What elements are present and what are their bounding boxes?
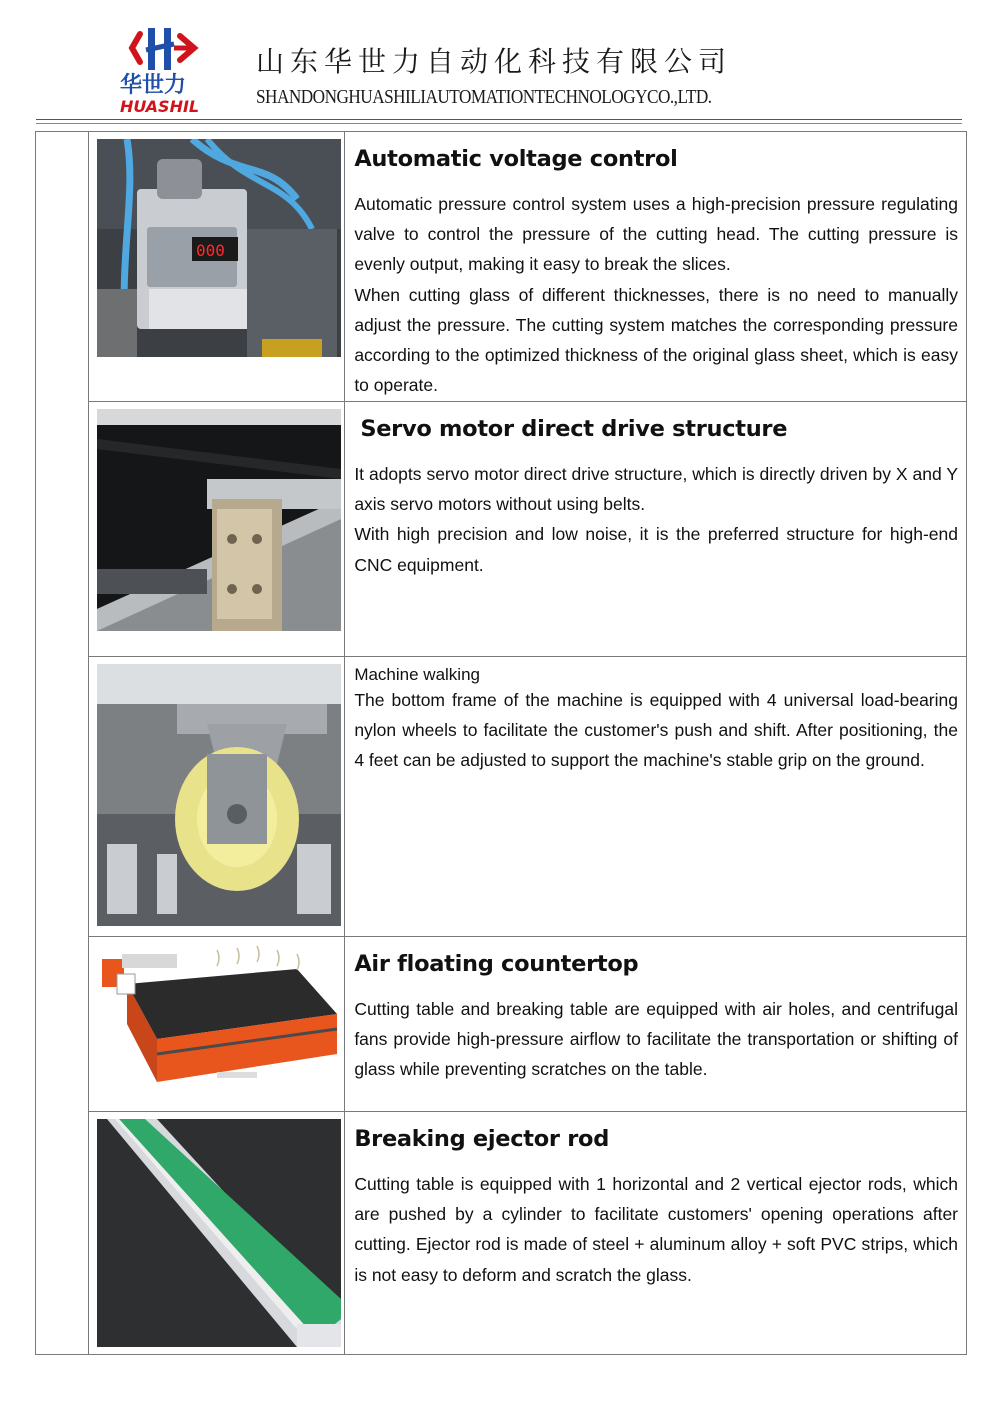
pressure-regulator-photo [97,139,341,357]
feature-title: Air floating countertop [354,951,639,977]
feature-description: Automatic pressure control system uses a high-precision pressure regulating valve to control the pressure of the cutting head. The cutting pressure is evenly output, making it easy to break the slices. [354,194,958,275]
feature-description: When cutting glass of different thicknesses, there is no need to manually adjust the pressure. The cutting system matches the corresponding pressure according to the optimized thickness of the original glass sheet, which is easy to operate. [354,284,958,396]
cutting-table-photo [97,944,341,1104]
svg-text:华世力: 华世力 [120,73,187,98]
image-cell [89,132,345,402]
company-name-english: SHANDONGHUASHILIAUTOMATIONTECHNOLOGYCO.,LTD. [256,86,712,108]
feature-description: Cutting table is equipped with 1 horizontal and 2 vertical ejector rods, which are pushed by a cylinder to facilitate customers' opening operations after cutting. Ejector rod is made of steel + aluminum alloy + soft PVC strips, which is not easy to deform and scratch the glass. [354,1174,958,1285]
ejector-rod-photo [97,1119,341,1347]
feature-description: With high precision and low noise, it is the preferred structure for high-end CNC equipment. [354,524,958,575]
page-header [0,0,1000,125]
table-row [36,657,967,937]
header-divider [36,119,962,120]
huashil-logo [118,26,216,116]
feature-text-cell [345,657,967,937]
feature-table [35,131,967,1355]
feature-description: The bottom frame of the machine is equipped with 4 universal load-bearing nylon wheels to facilitate the customer's push and shift. After positioning, the 4 feet can be adjusted to support the machine's stable grip on the ground. [354,690,958,771]
table-row [36,132,967,402]
feature-title: Breaking ejector rod [354,1126,610,1152]
feature-title: Machine walking [354,665,480,684]
feature-text-cell [345,1112,967,1355]
feature-text-cell [345,937,967,1112]
servo-drive-photo [97,409,341,631]
svg-text:HUASHIL: HUASHIL [120,97,200,116]
caster-wheel-photo [97,664,341,926]
feature-title: Servo motor direct drive structure [360,416,788,442]
image-cell [89,937,345,1112]
svg-text:000: 000 [196,241,225,260]
image-cell [89,1112,345,1355]
table-row [36,402,967,657]
feature-description: Cutting table and breaking table are equipped with air holes, and centrifugal fans provide high-pressure airflow to facilitate the transportation or shifting of glass while preventing scratches on the table. [354,999,958,1080]
blank-left-column [36,132,89,1355]
table-row [36,1112,967,1355]
company-name-chinese: 山东华世力自动化科技有限公司 [256,45,733,78]
feature-text-cell [345,402,967,657]
image-cell [89,657,345,937]
table-row [36,937,967,1112]
feature-description: It adopts servo motor direct drive structure, which is directly driven by X and Y axis servo motors without using belts. [354,464,958,515]
image-cell [89,402,345,657]
header-divider [36,123,962,124]
feature-text-cell [345,132,967,402]
feature-title: Automatic voltage control [354,146,678,172]
